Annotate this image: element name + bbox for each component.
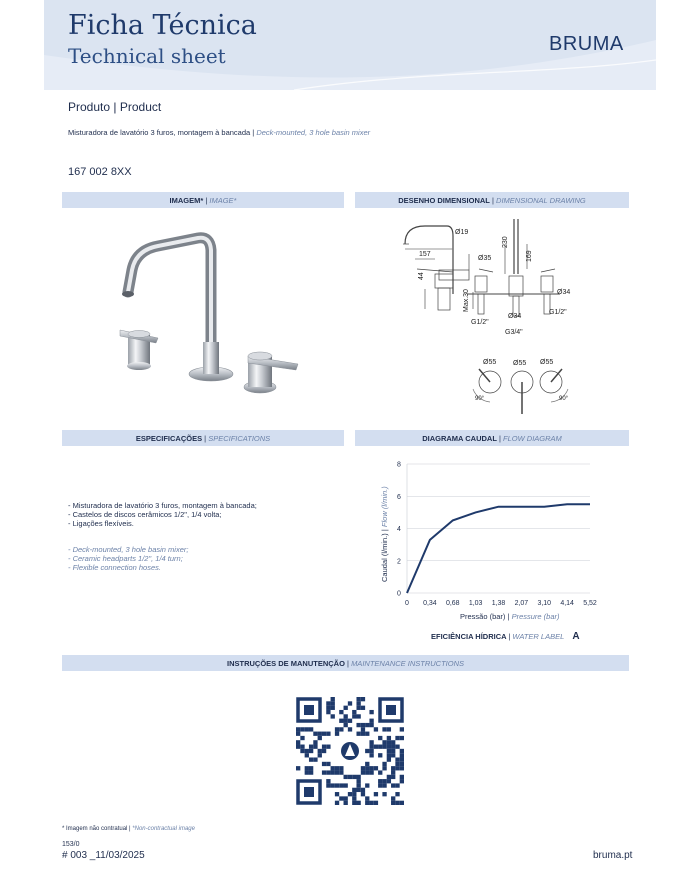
chart-y-axis-label: Caudal (l/min.) | Flow (l/min.) — [380, 486, 389, 582]
qr-module — [400, 775, 404, 779]
qr-module — [331, 706, 335, 710]
dim-label: G1/2" — [549, 309, 567, 316]
qr-module — [361, 723, 365, 727]
qr-module — [300, 749, 304, 753]
qr-module — [391, 753, 395, 757]
qr-module — [361, 766, 365, 770]
qr-module — [365, 732, 369, 736]
qr-module — [374, 727, 378, 731]
qr-module — [344, 775, 348, 779]
y-tick-label: 4 — [397, 526, 401, 533]
qr-module — [361, 792, 365, 796]
qr-module — [387, 727, 391, 731]
x-tick-label: 1,03 — [468, 600, 483, 607]
section-title-en: MAINTENANCE INSTRUCTIONS — [351, 658, 464, 668]
footer-note-en: *Non-contractual image — [132, 826, 195, 832]
qr-module — [374, 766, 378, 770]
qr-module — [378, 745, 382, 749]
separator: | — [491, 195, 494, 205]
qr-module — [374, 801, 378, 805]
dim-label: 230 — [502, 236, 509, 248]
footer-version: # 003 _11/03/2025 — [62, 850, 145, 861]
qr-module — [344, 723, 348, 727]
qr-module — [395, 745, 399, 749]
qr-module — [378, 779, 382, 783]
qr-module — [365, 796, 369, 800]
separator: | — [204, 433, 207, 443]
dim-label: G1/2" — [471, 319, 489, 326]
qr-module — [313, 757, 317, 761]
separator: | — [252, 128, 255, 137]
qr-module — [296, 766, 300, 770]
qr-module — [352, 801, 356, 805]
qr-module — [313, 732, 317, 736]
qr-module — [369, 719, 373, 723]
qr-module — [331, 770, 335, 774]
dim-label: Ø35 — [478, 255, 492, 262]
qr-module — [339, 770, 343, 774]
qr-module — [313, 745, 317, 749]
qr-module — [356, 783, 360, 787]
qr-module — [369, 766, 373, 770]
list-item: - Ceramic headparts 1/2", 1/4 turn; — [68, 554, 183, 563]
qr-module — [387, 740, 391, 744]
qr-module — [369, 740, 373, 744]
qr-module — [348, 701, 352, 705]
qr-module — [309, 749, 313, 753]
qr-module — [382, 792, 386, 796]
qr-module — [356, 775, 360, 779]
x-tick-label: 4,14 — [560, 600, 574, 607]
qr-module — [391, 766, 395, 770]
qr-module — [335, 732, 339, 736]
qr-module — [331, 701, 335, 705]
qr-module — [369, 801, 373, 805]
dim-label: 157 — [419, 251, 431, 258]
qr-module — [309, 727, 313, 731]
maintenance-qr-code[interactable] — [296, 697, 404, 805]
qr-module — [296, 732, 300, 736]
page-subtitle: Technical sheet — [68, 44, 226, 68]
qr-module — [322, 732, 326, 736]
x-tick-label: 5,52 — [583, 600, 597, 607]
qr-module — [318, 749, 322, 753]
qr-module — [374, 745, 378, 749]
x-tick-label: 1,38 — [491, 600, 506, 607]
qr-module — [318, 736, 322, 740]
separator: | — [205, 195, 208, 205]
qr-module — [382, 766, 386, 770]
qr-module — [395, 792, 399, 796]
qr-module — [322, 749, 326, 753]
qr-module — [395, 757, 399, 761]
chart-series-line — [407, 504, 590, 593]
qr-module — [365, 770, 369, 774]
footer-ref: 153/0 — [62, 841, 80, 848]
section-title-pt: DIAGRAMA CAUDAL — [422, 433, 497, 443]
dim-label: Ø19 — [455, 229, 469, 236]
qr-module — [356, 788, 360, 792]
qr-module — [391, 749, 395, 753]
qr-module — [391, 801, 395, 805]
dim-label: Ø55 — [540, 359, 554, 366]
qr-module — [339, 796, 343, 800]
dim-label: Ø34 — [557, 289, 571, 296]
qr-module — [296, 740, 300, 744]
footer-website-link[interactable]: bruma.pt — [593, 850, 633, 861]
section-bar-flow — [355, 430, 629, 446]
qr-module — [335, 766, 339, 770]
qr-module — [382, 745, 386, 749]
qr-module — [369, 770, 373, 774]
qr-module — [391, 745, 395, 749]
qr-module — [322, 745, 326, 749]
product-desc-pt: Misturadora de lavatório 3 furos, montagem à bancada — [68, 128, 251, 137]
qr-module — [318, 732, 322, 736]
qr-module — [400, 762, 404, 766]
product-description — [68, 128, 370, 137]
separator: | — [508, 632, 511, 641]
qr-module — [305, 766, 309, 770]
qr-module — [356, 697, 360, 701]
dim-label: Ø55 — [483, 359, 497, 366]
x-tick-label: 2,07 — [514, 600, 529, 607]
qr-module — [369, 710, 373, 714]
qr-module — [309, 745, 313, 749]
qr-module — [300, 745, 304, 749]
qr-module — [344, 783, 348, 787]
qr-module — [374, 792, 378, 796]
qr-module — [305, 749, 309, 753]
qr-module — [400, 801, 404, 805]
qr-module — [356, 779, 360, 783]
flow-chart — [372, 452, 632, 627]
dim-label: 44 — [418, 272, 425, 280]
separator: | — [113, 100, 117, 114]
qr-module — [387, 749, 391, 753]
qr-module — [309, 770, 313, 774]
list-item: - Castelos de discos cerâmicos 1/2", 1/4 volta; — [68, 510, 222, 519]
qr-module — [365, 762, 369, 766]
qr-module — [344, 719, 348, 723]
qr-module — [296, 745, 300, 749]
qr-module — [322, 770, 326, 774]
qr-module — [339, 719, 343, 723]
qr-module — [339, 710, 343, 714]
qr-module — [339, 766, 343, 770]
qr-module — [391, 796, 395, 800]
qr-module — [318, 753, 322, 757]
qr-module — [395, 766, 399, 770]
specs-list-pt — [68, 501, 257, 528]
qr-module — [400, 736, 404, 740]
qr-module — [326, 732, 330, 736]
qr-module — [369, 745, 373, 749]
qr-module — [344, 796, 348, 800]
qr-module — [400, 779, 404, 783]
qr-module — [361, 706, 365, 710]
qr-module — [387, 775, 391, 779]
section-title-en: FLOW DIAGRAM — [503, 433, 562, 443]
qr-module — [395, 801, 399, 805]
qr-module — [326, 701, 330, 705]
qr-module — [361, 697, 365, 701]
qr-module — [352, 788, 356, 792]
qr-module — [348, 792, 352, 796]
qr-module — [331, 697, 335, 701]
qr-module — [326, 762, 330, 766]
page-title: Ficha Técnica — [68, 10, 257, 41]
qr-module — [378, 770, 382, 774]
qr-module — [326, 779, 330, 783]
qr-module — [305, 753, 309, 757]
water-label-grade: A — [572, 631, 580, 642]
section-title-en: SPECIFICATIONS — [208, 433, 271, 443]
qr-module — [300, 736, 304, 740]
qr-module — [395, 783, 399, 787]
qr-module — [365, 801, 369, 805]
qr-module — [365, 783, 369, 787]
qr-module — [400, 749, 404, 753]
qr-module — [378, 753, 382, 757]
x-tick-label: 3,10 — [537, 600, 552, 607]
qr-module — [326, 706, 330, 710]
qr-module — [382, 727, 386, 731]
qr-module — [331, 714, 335, 718]
qr-module — [326, 745, 330, 749]
section-title-pt: IMAGEM* — [169, 195, 204, 205]
product-desc-en: Deck-mounted, 3 hole basin mixer — [256, 128, 371, 137]
qr-module — [335, 770, 339, 774]
qr-module — [391, 740, 395, 744]
product-code: 167 002 8XX — [68, 166, 132, 178]
section-title-en: DIMENSIONAL DRAWING — [496, 195, 586, 205]
section-title-pt: ESPECIFICAÇÕES — [135, 433, 203, 443]
water-label-pt: EFICIÊNCIA HÍDRICA — [431, 632, 507, 641]
specs-list-en — [68, 545, 188, 572]
qr-module — [348, 719, 352, 723]
section-bar-maintenance — [62, 655, 629, 671]
section-bar-image — [62, 192, 344, 208]
qr-module — [378, 783, 382, 787]
x-tick-label: 0 — [405, 600, 409, 607]
qr-module — [352, 775, 356, 779]
dimensional-drawing — [395, 214, 585, 414]
qr-module — [305, 770, 309, 774]
separator: | — [129, 826, 131, 832]
qr-module — [352, 792, 356, 796]
qr-module — [387, 779, 391, 783]
footer-note-pt: * Imagem não contratual — [62, 826, 128, 832]
section-title-pt: INSTRUÇÕES DE MANUTENÇÃO — [227, 658, 345, 668]
chart-x-axis-label: Pressão (bar) | Pressure (bar) — [460, 612, 560, 621]
y-tick-label: 2 — [397, 558, 401, 566]
qr-module — [352, 714, 356, 718]
list-item: - Deck-mounted, 3 hole basin mixer; — [68, 545, 189, 554]
dim-label: Ø55 — [513, 360, 527, 367]
qr-module — [322, 762, 326, 766]
y-tick-label: 6 — [397, 493, 401, 501]
qr-module — [305, 727, 309, 731]
qr-module — [356, 706, 360, 710]
qr-module — [387, 736, 391, 740]
qr-module — [400, 757, 404, 761]
qr-module — [361, 732, 365, 736]
qr-module — [361, 727, 365, 731]
qr-module — [382, 779, 386, 783]
qr-module — [395, 762, 399, 766]
product-label-pt: Produto — [68, 100, 111, 114]
qr-module — [382, 740, 386, 744]
qr-module — [391, 775, 395, 779]
qr-module — [369, 723, 373, 727]
y-tick-label: 8 — [397, 461, 401, 469]
qr-module — [335, 783, 339, 787]
qr-module — [331, 766, 335, 770]
qr-module — [382, 762, 386, 766]
qr-module — [400, 727, 404, 731]
section-bar-specifications — [62, 430, 344, 446]
qr-module — [296, 727, 300, 731]
qr-module — [335, 801, 339, 805]
qr-module — [356, 701, 360, 705]
section-bar-drawing — [355, 192, 629, 208]
qr-module — [344, 706, 348, 710]
footer-note — [62, 826, 195, 832]
qr-module — [339, 727, 343, 731]
dim-label: 90° — [475, 396, 485, 402]
qr-module — [309, 766, 313, 770]
qr-module — [382, 783, 386, 787]
dim-label: 90° — [559, 396, 569, 402]
qr-module — [378, 736, 382, 740]
qr-module — [326, 710, 330, 714]
qr-module — [352, 710, 356, 714]
list-item: - Flexible connection hoses. — [68, 563, 161, 572]
dim-label: G3/4" — [505, 329, 523, 336]
section-title-en: IMAGE* — [209, 195, 237, 205]
qr-module — [387, 745, 391, 749]
brand-logo: BRUMA — [549, 33, 624, 55]
qr-module — [335, 727, 339, 731]
qr-module — [335, 792, 339, 796]
qr-module — [387, 757, 391, 761]
x-tick-label: 0,34 — [423, 600, 437, 607]
water-label — [431, 631, 580, 642]
qr-module — [365, 723, 369, 727]
qr-module — [300, 727, 304, 731]
qr-module — [395, 736, 399, 740]
qr-module — [356, 801, 360, 805]
list-item: - Misturadora de lavatório 3 furos, montagem à bancada; — [68, 501, 257, 510]
qr-module — [344, 714, 348, 718]
qr-module — [356, 732, 360, 736]
qr-module — [356, 714, 360, 718]
qr-module — [352, 796, 356, 800]
qr-module — [369, 753, 373, 757]
x-tick-label: 0,68 — [445, 600, 460, 607]
qr-module — [348, 727, 352, 731]
product-label-en: Product — [119, 100, 162, 114]
qr-module — [400, 766, 404, 770]
qr-module — [369, 749, 373, 753]
qr-module — [365, 766, 369, 770]
product-image — [110, 222, 310, 397]
dim-label: Max.30 — [463, 289, 470, 312]
product-heading — [68, 100, 161, 114]
qr-module — [391, 783, 395, 787]
qr-module — [400, 753, 404, 757]
qr-module — [361, 788, 365, 792]
qr-module — [391, 770, 395, 774]
water-label-en: WATER LABEL — [512, 632, 565, 641]
qr-module — [326, 770, 330, 774]
section-title-pt: DESENHO DIMENSIONAL — [398, 195, 490, 205]
list-item: - Ligações flexíveis. — [68, 519, 134, 528]
qr-module — [356, 723, 360, 727]
qr-module — [309, 757, 313, 761]
dim-label: Ø34 — [508, 313, 522, 320]
qr-module — [387, 753, 391, 757]
qr-module — [365, 749, 369, 753]
dim-label: 169 — [526, 250, 533, 262]
qr-module — [344, 801, 348, 805]
qr-module — [331, 783, 335, 787]
qr-module — [339, 783, 343, 787]
qr-module — [361, 770, 365, 774]
y-tick-label: 0 — [397, 590, 401, 598]
separator: | — [347, 658, 349, 668]
qr-module — [348, 775, 352, 779]
separator: | — [499, 433, 501, 443]
qr-module — [313, 740, 317, 744]
qr-module — [326, 783, 330, 787]
